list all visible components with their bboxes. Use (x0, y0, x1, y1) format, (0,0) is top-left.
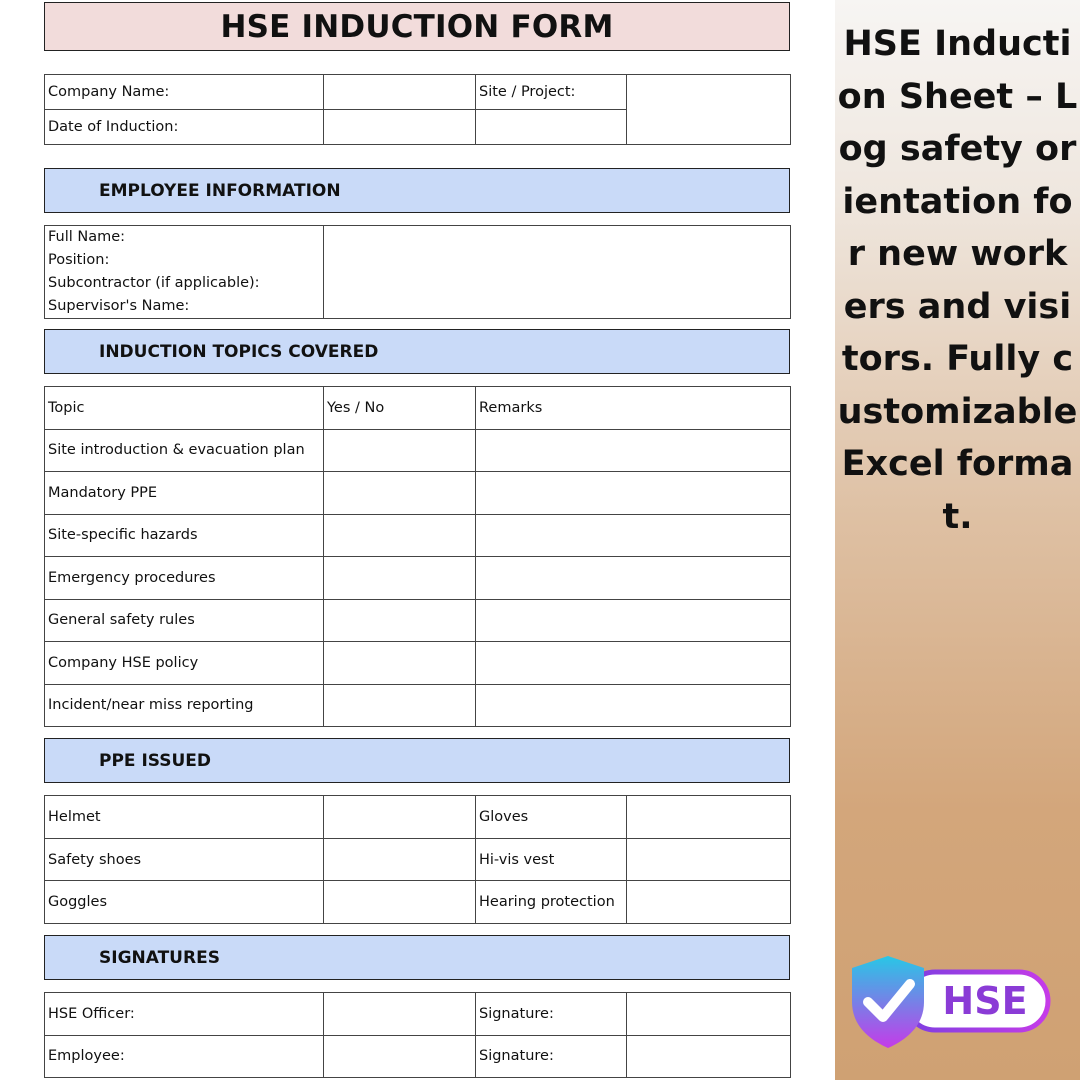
logo-text: HSE (942, 979, 1028, 1023)
yes-no-field[interactable] (324, 684, 476, 727)
induction-topics-heading: INDUCTION TOPICS COVERED (44, 329, 790, 374)
signature-field[interactable] (627, 993, 791, 1036)
topic-label: Company HSE policy (45, 642, 324, 685)
column-header-remarks: Remarks (476, 387, 791, 430)
supervisor-name-label: Supervisor's Name: (48, 298, 190, 314)
full-name-label: Full Name: (48, 229, 126, 245)
form-title: HSE INDUCTION FORM (44, 2, 790, 51)
topic-label: Emergency procedures (45, 557, 324, 600)
remarks-field[interactable] (476, 514, 791, 557)
table-row (45, 472, 791, 515)
topic-label: Mandatory PPE (45, 472, 324, 515)
employee-info-table (44, 225, 791, 319)
topic-label: Site introduction & evacuation plan (45, 429, 324, 472)
table-row (45, 796, 791, 839)
remarks-field[interactable] (476, 472, 791, 515)
remarks-field[interactable] (476, 429, 791, 472)
remarks-field[interactable] (476, 599, 791, 642)
site-project-label: Site / Project: (476, 75, 627, 110)
company-name-field[interactable] (324, 75, 476, 110)
remarks-field[interactable] (476, 557, 791, 600)
signatures-table (44, 992, 791, 1078)
promo-sidebar (835, 0, 1080, 1080)
ppe-item-label: Safety shoes (45, 838, 324, 881)
signatory-name-field[interactable] (324, 1035, 476, 1078)
hse-logo (848, 952, 1054, 1052)
topic-label: General safety rules (45, 599, 324, 642)
date-of-induction-field[interactable] (324, 110, 476, 145)
subcontractor-label: Subcontractor (if applicable): (48, 275, 260, 291)
promo-description: HSE Induction Sheet – Log safety orientation for new workers and visitors. Fully customizable Excel format. (837, 24, 1078, 537)
table-row (45, 838, 791, 881)
shield-check-icon (852, 956, 924, 1048)
ppe-item-label: Helmet (45, 796, 324, 839)
table-row (45, 514, 791, 557)
signatory-label: HSE Officer: (45, 993, 324, 1036)
table-row (45, 881, 791, 924)
table-header-row (45, 387, 791, 430)
date-of-induction-label: Date of Induction: (45, 110, 324, 145)
site-project-field[interactable] (627, 75, 791, 145)
header-empty-cell[interactable] (476, 110, 627, 145)
yes-no-field[interactable] (324, 599, 476, 642)
signatory-name-field[interactable] (324, 993, 476, 1036)
topic-label: Site-specific hazards (45, 514, 324, 557)
employee-info-field[interactable] (324, 226, 791, 319)
header-info-table (44, 74, 791, 145)
table-row (45, 429, 791, 472)
table-row (45, 642, 791, 685)
table-row (45, 599, 791, 642)
ppe-item-field[interactable] (324, 881, 476, 924)
employee-info-heading: EMPLOYEE INFORMATION (44, 168, 790, 213)
column-header-yes-no: Yes / No (324, 387, 476, 430)
yes-no-field[interactable] (324, 429, 476, 472)
yes-no-field[interactable] (324, 514, 476, 557)
ppe-item-label: Gloves (476, 796, 627, 839)
ppe-issued-heading: PPE ISSUED (44, 738, 790, 783)
employee-field-labels (45, 226, 324, 319)
ppe-issued-table (44, 795, 791, 924)
signatures-heading: SIGNATURES (44, 935, 790, 980)
yes-no-field[interactable] (324, 557, 476, 600)
yes-no-field[interactable] (324, 642, 476, 685)
remarks-field[interactable] (476, 642, 791, 685)
ppe-item-field[interactable] (324, 838, 476, 881)
ppe-item-field[interactable] (627, 881, 791, 924)
ppe-item-label: Hi-vis vest (476, 838, 627, 881)
yes-no-field[interactable] (324, 472, 476, 515)
signature-label: Signature: (476, 993, 627, 1036)
induction-topics-table (44, 386, 791, 727)
ppe-item-field[interactable] (627, 796, 791, 839)
signature-label: Signature: (476, 1035, 627, 1078)
table-row (45, 1035, 791, 1078)
ppe-item-field[interactable] (627, 838, 791, 881)
signature-field[interactable] (627, 1035, 791, 1078)
position-label: Position: (48, 252, 110, 268)
ppe-item-label: Goggles (45, 881, 324, 924)
ppe-item-field[interactable] (324, 796, 476, 839)
table-row (45, 557, 791, 600)
table-row (45, 993, 791, 1036)
company-name-label: Company Name: (45, 75, 324, 110)
table-row (45, 684, 791, 727)
ppe-item-label: Hearing protection (476, 881, 627, 924)
column-header-topic: Topic (45, 387, 324, 430)
topic-label: Incident/near miss reporting (45, 684, 324, 727)
remarks-field[interactable] (476, 684, 791, 727)
signatory-label: Employee: (45, 1035, 324, 1078)
